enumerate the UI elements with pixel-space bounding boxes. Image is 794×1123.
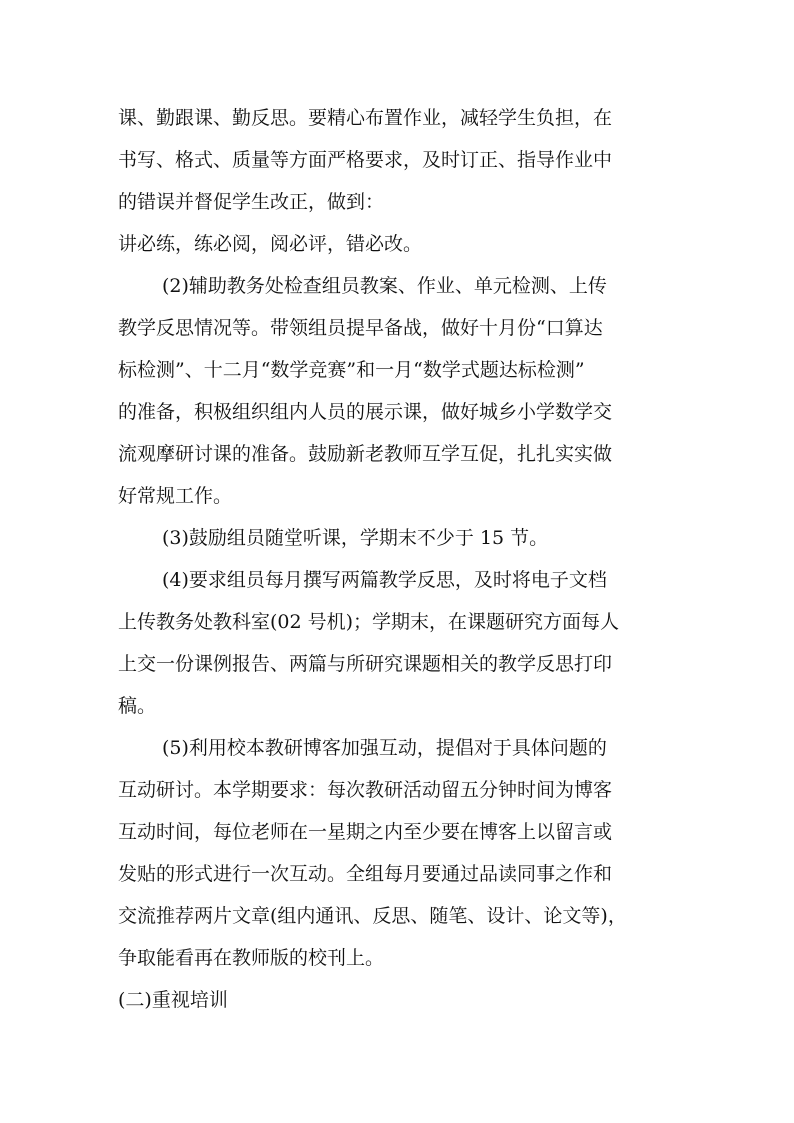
text-line-21: 争取能看再在教师版的校刊上。 bbox=[118, 947, 385, 969]
text-line-18: 互动时间，每位老师在一星期之内至少要在博客上以留言或 bbox=[118, 821, 613, 843]
text-line-3: 的错误并督促学生改正，做到： bbox=[118, 191, 385, 213]
text-line-17: 互动研讨。本学期要求：每次教研活动留五分钟时间为博客 bbox=[118, 779, 613, 801]
text-line-8: 的准备，积极组织组内人员的展示课，做好城乡小学数学交 bbox=[118, 401, 613, 423]
text-line-7: 标检测”、十二月“数学竞赛”和一月“数学式题达标检测” bbox=[118, 359, 585, 381]
section-heading: (二)重视培训 bbox=[118, 989, 228, 1011]
text-line-1: 课、勤跟课、勤反思。要精心布置作业，减轻学生负担，在 bbox=[118, 107, 613, 129]
text-line-19: 发贴的形式进行一次互动。全组每月要通过品读同事之作和 bbox=[118, 863, 613, 885]
text-line-9: 流观摩研讨课的准备。鼓励新老教师互学互促，扎扎实实做 bbox=[118, 443, 613, 465]
paragraph-5-start: (5)利用校本教研博客加强互动，提倡对于具体问题的 bbox=[162, 737, 607, 759]
text-line-10: 好常规工作。 bbox=[118, 485, 233, 507]
text-line-14: 上交一份课例报告、两篇与所研究课题相关的教学反思打印 bbox=[118, 653, 613, 675]
text-line-15: 稿。 bbox=[118, 695, 157, 717]
text-line-13: 上传教务处教科室(02 号机)；学期末，在课题研究方面每人 bbox=[118, 611, 620, 633]
paragraph-3: (3)鼓励组员随堂听课，学期末不少于 15 节。 bbox=[162, 527, 549, 549]
text-line-4: 讲必练，练必阅，阅必评，错必改。 bbox=[118, 233, 423, 255]
text-line-20: 交流推荐两片文章(组内通讯、反思、随笔、设计、论文等)， bbox=[118, 905, 627, 927]
paragraph-2-start: (2)辅助教务处检查组员教案、作业、单元检测、上传 bbox=[162, 275, 607, 297]
text-line-6: 教学反思情况等。带领组员提早备战，做好十月份“口算达 bbox=[118, 317, 603, 339]
text-line-2: 书写、格式、质量等方面严格要求，及时订正、指导作业中 bbox=[118, 149, 613, 171]
paragraph-4-start: (4)要求组员每月撰写两篇教学反思，及时将电子文档 bbox=[162, 569, 607, 591]
